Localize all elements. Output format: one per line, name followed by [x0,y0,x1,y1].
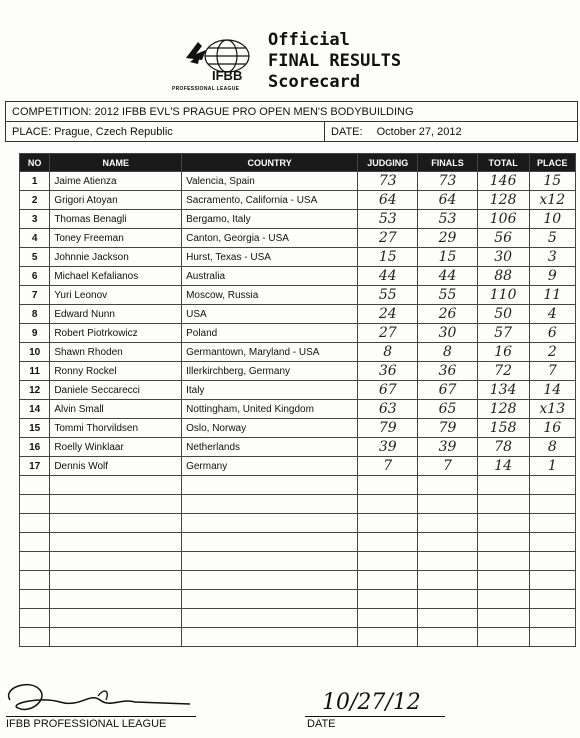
table-row [20,324,576,343]
cell-country: Australia [182,267,358,286]
table-row [20,229,576,248]
cell-no: 2 [20,191,50,210]
footer-date-label: DATE [307,718,336,730]
cell-judging: 53 [358,210,418,229]
cell-country: USA [182,305,358,324]
empty-row [20,533,576,552]
cell-total: 30 [477,248,529,267]
logo-text: IFBB [212,68,243,83]
cell-no: 12 [20,381,50,400]
cell-place: 14 [529,381,575,400]
empty-row [20,571,576,590]
empty-cell [50,495,182,514]
cell-finals: 15 [418,248,477,267]
cell-no: 10 [20,343,50,362]
cell-total: 128 [477,191,529,210]
cell-country: Netherlands [182,438,358,457]
table-row [20,400,576,419]
empty-cell [477,514,529,533]
empty-cell [182,552,358,571]
cell-finals: 79 [418,419,477,438]
table-row [20,191,576,210]
empty-cell [418,609,477,628]
cell-country: Sacramento, California - USA [182,191,358,210]
cell-place: 7 [529,362,575,381]
place-field: PLACE: Prague, Czech Republic [6,122,325,141]
cell-place: 3 [529,248,575,267]
cell-country: Oslo, Norway [182,419,358,438]
cell-no: 9 [20,324,50,343]
cell-no: 6 [20,267,50,286]
cell-finals: 65 [418,400,477,419]
table-header-row [20,154,576,172]
empty-cell [529,628,575,647]
cell-judging: 79 [358,419,418,438]
cell-judging: 73 [358,172,418,191]
col-header: JUDGING [358,154,418,172]
empty-cell [20,514,50,533]
cell-place: 9 [529,267,575,286]
cell-total: 14 [477,457,529,476]
cell-name: Tommi Thorvildsen [50,419,182,438]
handwritten-date: 10/27/12 [322,690,421,715]
empty-cell [418,495,477,514]
event-info-box [5,101,578,142]
title-line: Official [268,30,350,50]
cell-total: 146 [477,172,529,191]
empty-cell [477,533,529,552]
cell-total: 50 [477,305,529,324]
cell-no: 16 [20,438,50,457]
empty-cell [20,590,50,609]
cell-country: Italy [182,381,358,400]
cell-name: Yuri Leonov [50,286,182,305]
empty-cell [418,571,477,590]
title-line: FINAL RESULTS [268,51,402,71]
empty-cell [529,552,575,571]
empty-cell [358,590,418,609]
cell-name: Edward Nunn [50,305,182,324]
cell-finals: 29 [418,229,477,248]
date-line [305,716,445,717]
cell-finals: 30 [418,324,477,343]
cell-place: 2 [529,343,575,362]
empty-cell [182,609,358,628]
cell-judging: 8 [358,343,418,362]
empty-row [20,590,576,609]
cell-finals: 36 [418,362,477,381]
logo-subtitle: PROFESSIONAL LEAGUE [172,86,240,92]
empty-cell [418,628,477,647]
cell-country: Germantown, Maryland - USA [182,343,358,362]
cell-total: 106 [477,210,529,229]
cell-no: 17 [20,457,50,476]
table-row [20,267,576,286]
cell-total: 57 [477,324,529,343]
cell-total: 158 [477,419,529,438]
empty-cell [418,476,477,495]
cell-judging: 67 [358,381,418,400]
cell-place: 8 [529,438,575,457]
empty-cell [182,628,358,647]
empty-cell [529,514,575,533]
cell-finals: 26 [418,305,477,324]
cell-no: 11 [20,362,50,381]
empty-cell [477,571,529,590]
empty-cell [20,476,50,495]
empty-cell [418,514,477,533]
cell-name: Thomas Benagli [50,210,182,229]
cell-judging: 27 [358,229,418,248]
empty-cell [358,571,418,590]
cell-total: 56 [477,229,529,248]
empty-cell [418,533,477,552]
table-row [20,286,576,305]
date-label: DATE: [331,125,363,138]
cell-judging: 63 [358,400,418,419]
empty-cell [50,609,182,628]
empty-row [20,514,576,533]
results-table [19,153,576,647]
empty-cell [358,495,418,514]
empty-cell [50,590,182,609]
cell-name: Johnnie Jackson [50,248,182,267]
empty-cell [529,609,575,628]
empty-cell [477,590,529,609]
col-header: NAME [50,154,182,172]
empty-cell [477,476,529,495]
cell-judging: 27 [358,324,418,343]
date-value: October 27, 2012 [376,125,462,138]
cell-total: 134 [477,381,529,400]
cell-judging: 55 [358,286,418,305]
table-row [20,381,576,400]
empty-cell [20,609,50,628]
empty-cell [358,552,418,571]
empty-cell [358,476,418,495]
competition-field: COMPETITION: 2012 IFBB EVL'S PRAGUE PRO OPEN MEN'S BODYBUILDING [12,105,414,118]
empty-cell [477,552,529,571]
cell-country: Germany [182,457,358,476]
empty-cell [50,476,182,495]
cell-country: Canton, Georgia - USA [182,229,358,248]
empty-cell [529,571,575,590]
empty-row [20,609,576,628]
title-line: Scorecard [268,72,361,92]
empty-cell [182,533,358,552]
cell-name: Robert Piotrkowicz [50,324,182,343]
empty-cell [418,590,477,609]
col-header: COUNTRY [182,154,358,172]
col-header: PLACE [529,154,575,172]
empty-cell [358,628,418,647]
cell-finals: 67 [418,381,477,400]
empty-cell [20,628,50,647]
table-row [20,210,576,229]
table-row [20,343,576,362]
col-header: TOTAL [477,154,529,172]
empty-cell [477,628,529,647]
cell-finals: 64 [418,191,477,210]
cell-name: Alvin Small [50,400,182,419]
cell-name: Dennis Wolf [50,457,182,476]
empty-row [20,552,576,571]
empty-cell [358,514,418,533]
cell-no: 4 [20,229,50,248]
empty-row [20,628,576,647]
cell-judging: 44 [358,267,418,286]
cell-total: 16 [477,343,529,362]
table-row [20,362,576,381]
cell-finals: 39 [418,438,477,457]
cell-name: Grigori Atoyan [50,191,182,210]
cell-total: 72 [477,362,529,381]
cell-finals: 73 [418,172,477,191]
signature-line [6,716,196,717]
empty-cell [50,571,182,590]
cell-place: 16 [529,419,575,438]
empty-cell [50,628,182,647]
cell-name: Jaime Atienza [50,172,182,191]
cell-name: Roelly Winklaar [50,438,182,457]
empty-cell [20,533,50,552]
cell-judging: 24 [358,305,418,324]
cell-name: Ronny Rockel [50,362,182,381]
cell-total: 110 [477,286,529,305]
table-row [20,438,576,457]
empty-cell [20,495,50,514]
cell-place: 11 [529,286,575,305]
cell-no: 7 [20,286,50,305]
table-row [20,172,576,191]
cell-finals: 7 [418,457,477,476]
empty-cell [50,514,182,533]
empty-cell [182,495,358,514]
cell-finals: 44 [418,267,477,286]
cell-country: Bergamo, Italy [182,210,358,229]
empty-cell [529,476,575,495]
empty-row [20,495,576,514]
cell-judging: 39 [358,438,418,457]
cell-place: 5 [529,229,575,248]
cell-place: 6 [529,324,575,343]
cell-place: 15 [529,172,575,191]
table-row [20,305,576,324]
empty-cell [529,495,575,514]
empty-cell [529,533,575,552]
cell-place: 10 [529,210,575,229]
cell-place: x13 [529,400,575,419]
cell-place: 4 [529,305,575,324]
page-title [268,30,401,93]
cell-no: 8 [20,305,50,324]
empty-cell [182,590,358,609]
cell-country: Hurst, Texas - USA [182,248,358,267]
cell-finals: 8 [418,343,477,362]
cell-country: Moscow, Russia [182,286,358,305]
cell-place: 1 [529,457,575,476]
cell-name: Toney Freeman [50,229,182,248]
cell-finals: 55 [418,286,477,305]
empty-cell [477,609,529,628]
cell-finals: 53 [418,210,477,229]
empty-cell [50,552,182,571]
empty-cell [477,495,529,514]
cell-total: 78 [477,438,529,457]
empty-cell [358,533,418,552]
cell-name: Daniele Seccarecci [50,381,182,400]
cell-total: 88 [477,267,529,286]
cell-judging: 64 [358,191,418,210]
empty-cell [20,552,50,571]
cell-total: 128 [477,400,529,419]
empty-cell [182,476,358,495]
empty-cell [50,533,182,552]
signature [0,678,200,718]
cell-judging: 15 [358,248,418,267]
cell-country: Nottingham, United Kingdom [182,400,358,419]
cell-country: Valencia, Spain [182,172,358,191]
table-row [20,248,576,267]
table-row [20,419,576,438]
cell-name: Michael Kefalianos [50,267,182,286]
empty-row [20,476,576,495]
cell-country: Poland [182,324,358,343]
empty-cell [529,590,575,609]
cell-judging: 7 [358,457,418,476]
cell-no: 5 [20,248,50,267]
cell-no: 1 [20,172,50,191]
cell-place: x12 [529,191,575,210]
cell-no: 3 [20,210,50,229]
empty-cell [182,514,358,533]
cell-no: 15 [20,419,50,438]
empty-cell [20,571,50,590]
footer-org-label: IFBB PROFESSIONAL LEAGUE [6,718,167,730]
empty-cell [358,609,418,628]
cell-no: 14 [20,400,50,419]
empty-cell [418,552,477,571]
col-header: FINALS [418,154,477,172]
empty-cell [182,571,358,590]
col-header: NO [20,154,50,172]
cell-judging: 36 [358,362,418,381]
table-row [20,457,576,476]
cell-name: Shawn Rhoden [50,343,182,362]
cell-country: Illerkirchberg, Germany [182,362,358,381]
